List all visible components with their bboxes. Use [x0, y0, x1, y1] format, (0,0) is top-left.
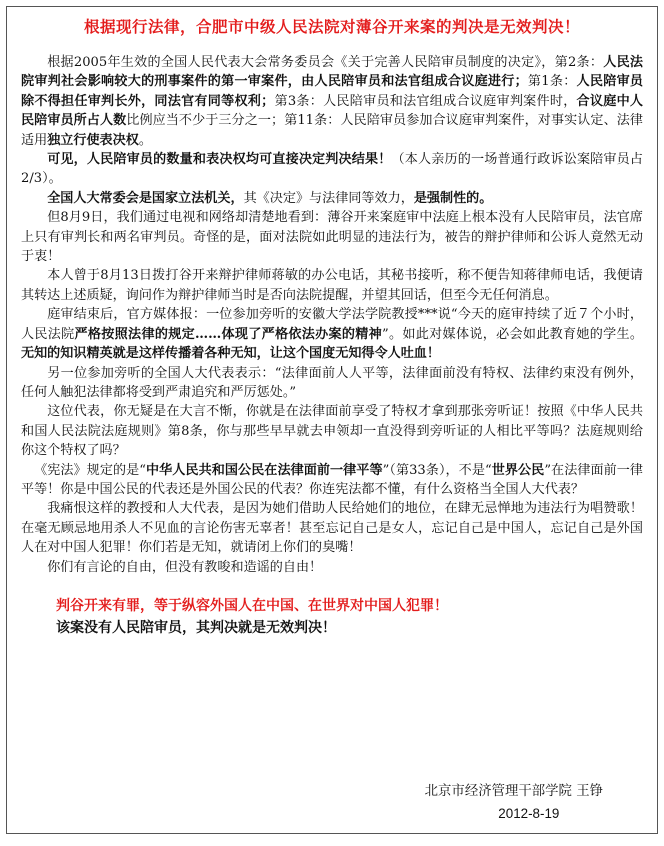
paragraph-freedom: 你们有言论的自由，但没有教唆和造谣的自由！ [47, 559, 323, 575]
bold-span: 合议庭中人民陪审员所占人数 [21, 93, 644, 129]
text-span: 《宪法》规定的是“ [34, 462, 146, 478]
verdict-red: 判谷开来有罪，等于纵容外国人在中国、在世界对中国人犯罪！ [56, 597, 448, 614]
bold-span: 人民陪审员除不得担任审判长外，同法官有同等权利； [21, 74, 644, 109]
paragraph-lawyer: 本人曾于8月13日拨打谷开来辩护律师蒋敏的办公电话，其秘书接听，称不便告知蒋律师电话，我便请其转达上述质疑，询问作为辩护律师当时是否向法院提醒，并望其回话，但至今无任何消息。 [21, 268, 643, 303]
bold-span: 人民法院审判社会影响较大的刑事案件的第一审案件，由人民陪审员和法官组成合议庭进行； [21, 55, 644, 90]
signature-author: 北京市经济管理干部学院 王铮 [424, 784, 603, 799]
bold-span: 无知的知识精英就是这样传播着各种无知，让这个国度无知得令人吐血！ [21, 346, 440, 362]
paragraph-condemnation: 我痛恨这样的教授和人大代表，是因为她们借助人民给她们的地位，在肆无忌惮地为违法行为唱赞歌！在毫无顾忌地用杀人不见血的言论伤害无辜者！甚至忘记自己是女人，忘记自己是中国人，忘记自己是外国人在对中国人犯罪！你们若是无知，就请闭上你们的臭嘴！ [21, 501, 643, 556]
paragraph-law-basis [21, 53, 643, 150]
bold-span: 中华人民共和国公民在法律面前一律平等 [145, 462, 383, 478]
document-page [6, 6, 658, 834]
text-span: （本人亲历的一场普通行政诉讼案陪审员占2/3）。 [21, 152, 644, 187]
text-span: 。 [138, 132, 152, 148]
text-span: 比例应当不少于三分之一；第11条：人民陪审员参加合议庭审判案件，对事实认定、法律适用 [21, 113, 643, 148]
bold-span: 全国人大常委会是国家立法机关， [47, 190, 244, 206]
bold-span: 世界公民 [491, 462, 545, 478]
text-span: 根据2005年生效的全国人民代表大会常务委员会《关于完善人民陪审员制度的决定》，第2条： [47, 55, 604, 70]
document-title: 根据现行法律，合肥市中级人民法院对薄谷开来案的判决是无效判决！ [83, 17, 580, 36]
text-span: ”。如此对媒体说，必会如此教育她的学生。 [382, 326, 644, 342]
signature-block [425, 781, 603, 825]
bold-span: 可见，人民陪审员的数量和表决权均可直接决定判决结果！ [47, 152, 392, 168]
paragraph-trial: 但8月9日，我们通过电视和网络却清楚地看到：薄谷开来案庭审中法庭上根本没有人民陪审员，法官席上只有审判长和两名审判员。奇怪的是，面对法院如此明显的违法行为，被告的辩护律师和公诉人竟然无动于衷！ [21, 210, 643, 265]
bold-span: 独立行使表决权 [47, 132, 139, 148]
document-body [21, 53, 643, 577]
signature-date: 2012-8-19 [498, 806, 560, 821]
paragraph-conclusion [21, 150, 643, 189]
text-span: ”在法律面前一律平等！你是中国公民的代表还是外国公民的代表？你连宪法都不懂，有什么资格当全国人大代表？ [21, 462, 644, 497]
text-span: 第3条：人民陪审员和法官组成合议庭审判案件时， [274, 93, 577, 109]
paragraph-npc [21, 189, 643, 208]
bold-span: 严格按照法律的规定……体现了严格依法办案的精神 [74, 326, 383, 342]
paragraph-representative: 另一位参加旁听的全国人大代表表示：“法律面前人人平等，法律面前没有特权、法律约束没有例外，任何人触犯法律都将受到严肃追究和严厉惩处。” [21, 365, 643, 400]
paragraph-privilege: 这位代表，你无疑是在大言不惭，你就是在法律面前享受了特权才拿到那张旁听证！按照《中华人民共和国人民法院法庭规则》第8条，你与那些早早就去申领却一直没得到旁听证的人相比平等吗？法庭规则给你这个特权了吗？ [21, 404, 643, 459]
text-span: 第1条： [527, 74, 577, 90]
bold-span: 是强制性的。 [413, 190, 493, 206]
text-span: ”（第33条），不是“ [382, 462, 492, 478]
verdict-black: 该案没有人民陪审员，其判决就是无效判决！ [56, 619, 336, 636]
text-span: 庭审结束后，官方媒体报：一位参加旁听的安徽大学法学院教授***说“今天的庭审持续了近７个小时，人民法院 [21, 307, 643, 342]
paragraph-constitution [21, 461, 643, 500]
text-span: 其《决定》与法律同等效力， [243, 190, 414, 206]
paragraph-professor [21, 305, 643, 363]
